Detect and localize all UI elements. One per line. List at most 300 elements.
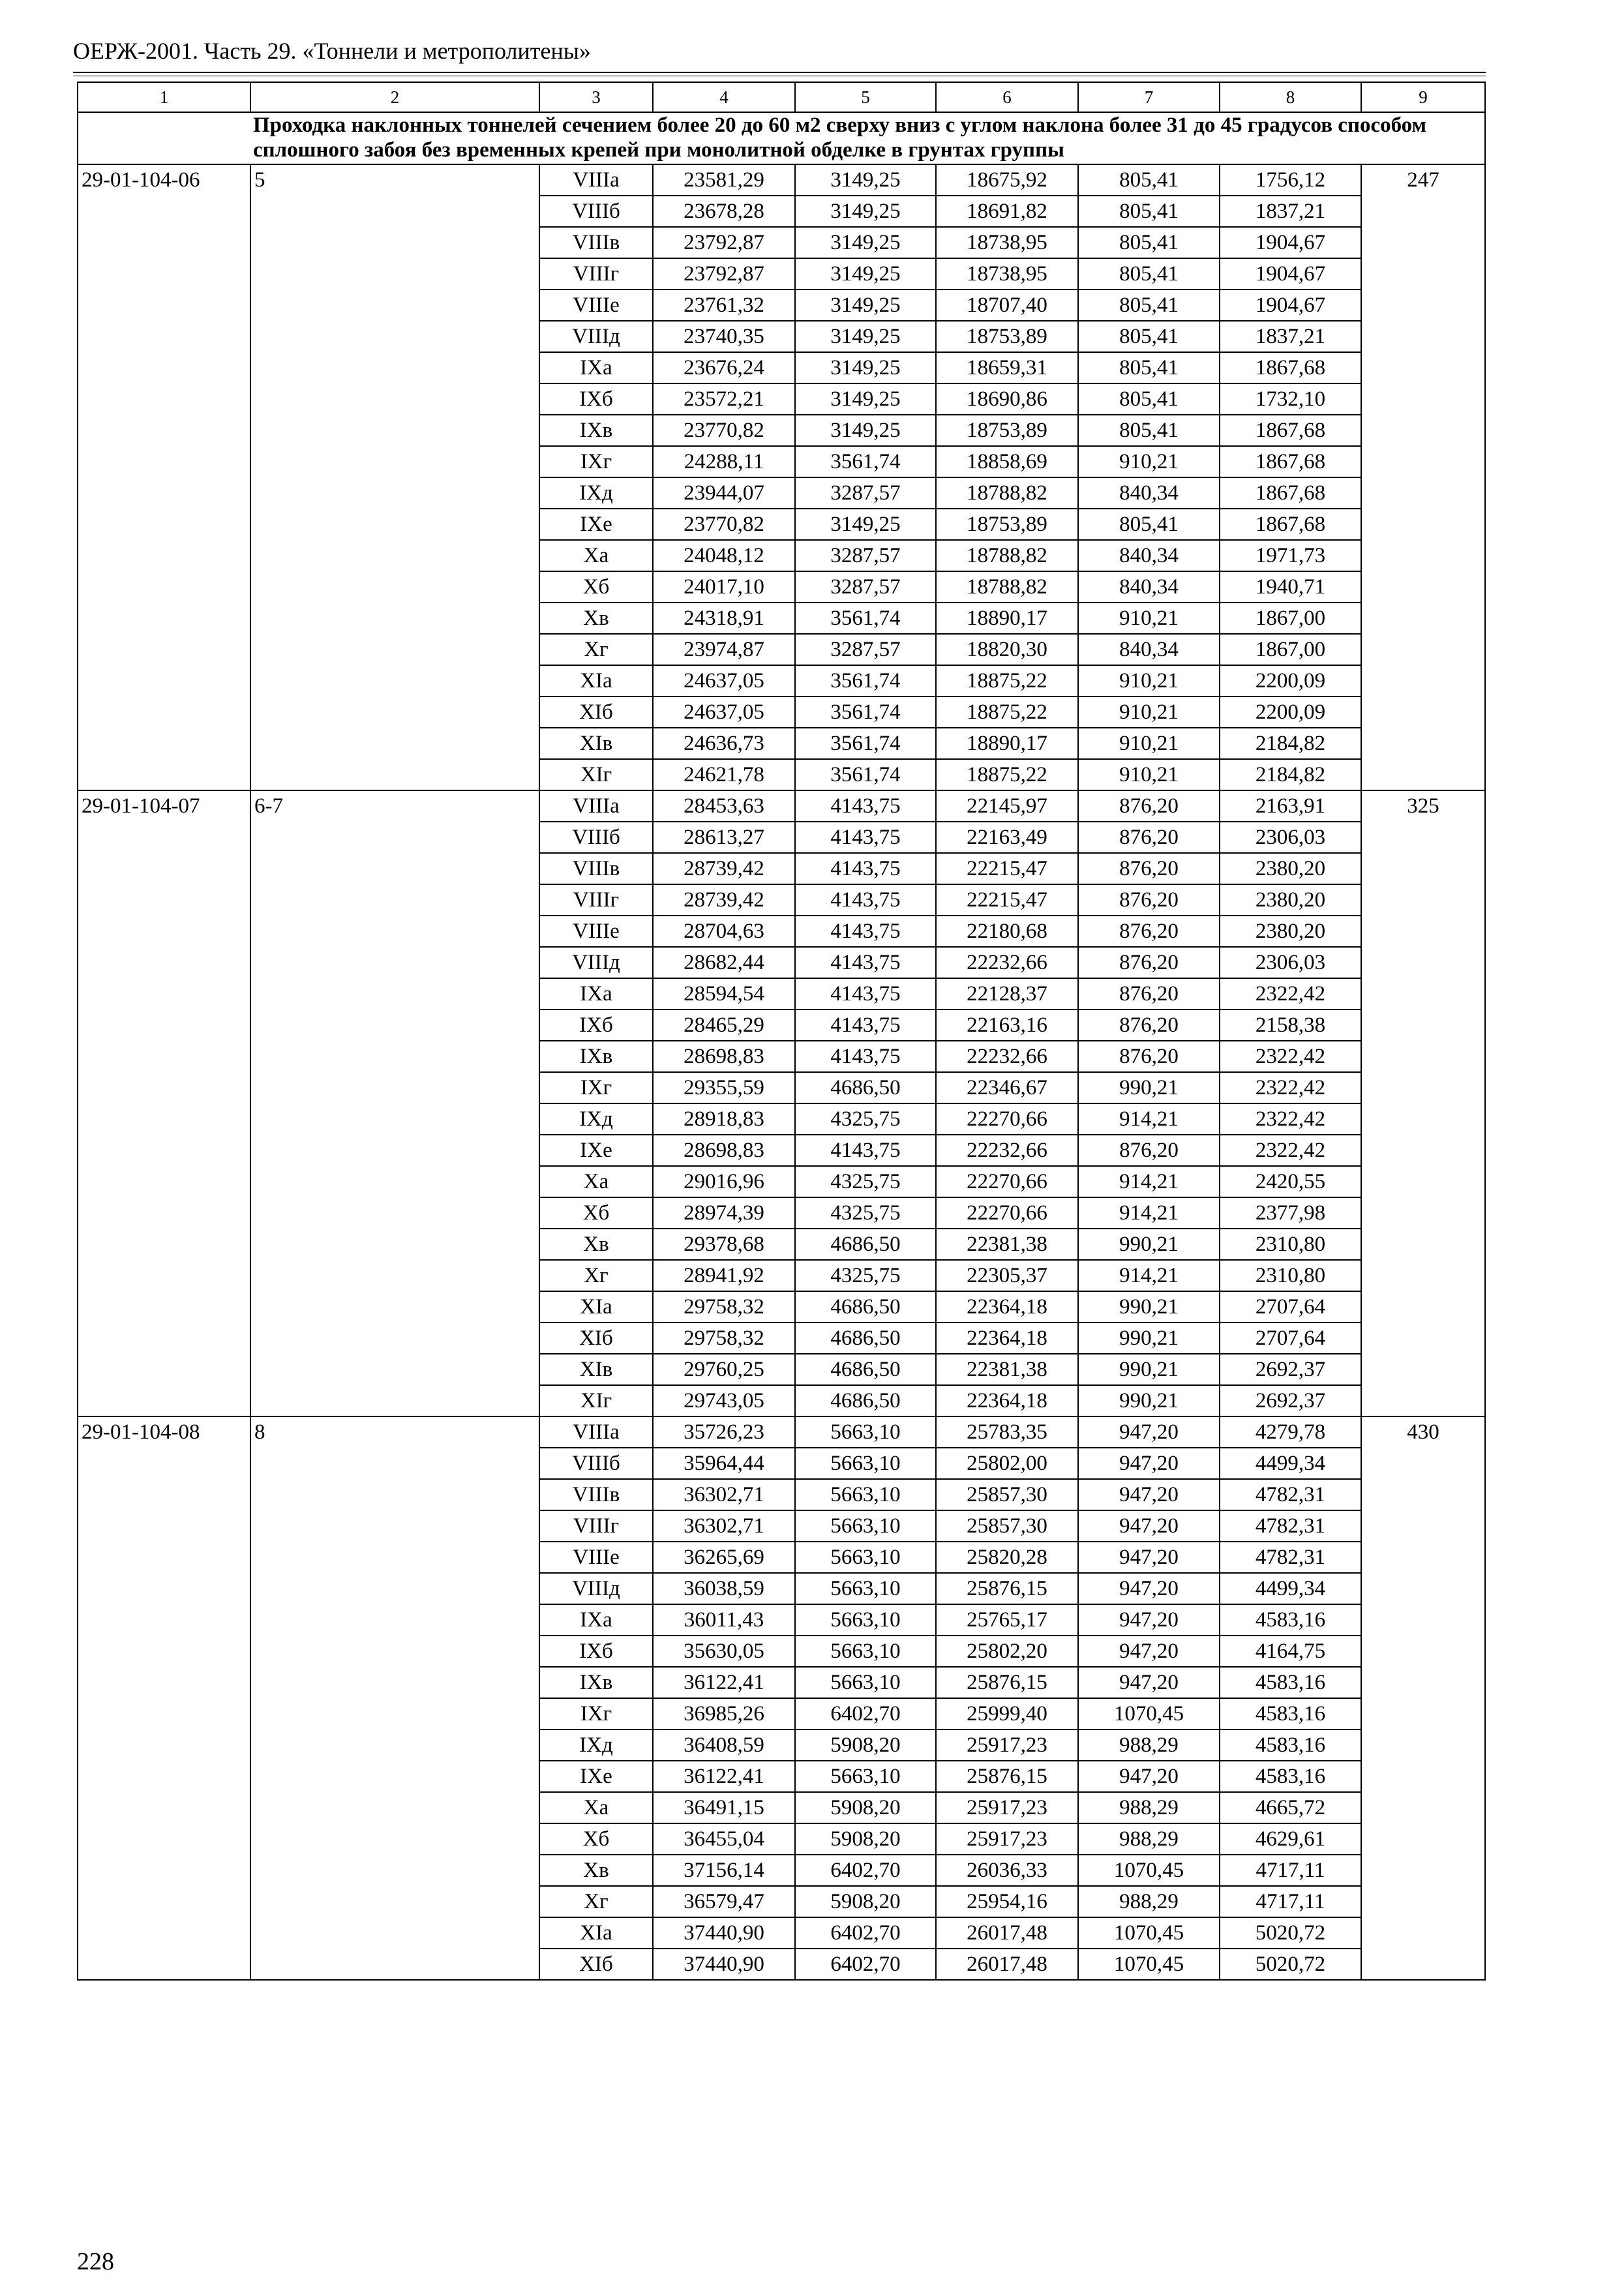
total-cost: 24017,10 <box>653 571 795 603</box>
column-number: 6 <box>936 82 1078 112</box>
machinist-wages: 947,20 <box>1078 1479 1220 1510</box>
wages: 3149,25 <box>795 383 936 415</box>
materials: 4583,16 <box>1220 1761 1361 1792</box>
materials: 1867,00 <box>1220 603 1361 634</box>
soil-group: IXа <box>539 352 653 383</box>
machinist-wages: 805,41 <box>1078 196 1220 227</box>
total-cost: 23740,35 <box>653 321 795 352</box>
total-cost: 29378,68 <box>653 1229 795 1260</box>
soil-group: Xа <box>539 1166 653 1197</box>
column-number: 2 <box>250 82 539 112</box>
machines: 22364,18 <box>936 1385 1078 1416</box>
wages: 3149,25 <box>795 352 936 383</box>
materials: 4499,34 <box>1220 1448 1361 1479</box>
rate-code: 29-01-104-08 <box>78 1416 250 1980</box>
wages: 5663,10 <box>795 1636 936 1667</box>
machines: 18788,82 <box>936 571 1078 603</box>
machinist-wages: 947,20 <box>1078 1510 1220 1542</box>
wages: 4143,75 <box>795 1135 936 1166</box>
wages: 4143,75 <box>795 1010 936 1041</box>
labor-cost: 325 <box>1361 790 1485 1416</box>
wages: 4686,50 <box>795 1291 936 1323</box>
wages: 5663,10 <box>795 1416 936 1448</box>
total-cost: 37156,14 <box>653 1855 795 1886</box>
materials: 4717,11 <box>1220 1855 1361 1886</box>
machinist-wages: 1070,45 <box>1078 1917 1220 1949</box>
total-cost: 29758,32 <box>653 1291 795 1323</box>
wages: 5908,20 <box>795 1823 936 1855</box>
machines: 26017,48 <box>936 1949 1078 1980</box>
wages: 3149,25 <box>795 258 936 290</box>
wages: 4325,75 <box>795 1260 936 1291</box>
soil-group: Xа <box>539 540 653 571</box>
machines: 18675,92 <box>936 164 1078 196</box>
machinist-wages: 914,21 <box>1078 1260 1220 1291</box>
wages: 3149,25 <box>795 321 936 352</box>
total-cost: 28739,42 <box>653 853 795 884</box>
machines: 22180,68 <box>936 916 1078 947</box>
materials: 2184,82 <box>1220 728 1361 759</box>
materials: 4665,72 <box>1220 1792 1361 1823</box>
soil-group: VIIIа <box>539 164 653 196</box>
table-row <box>78 164 1485 196</box>
machinist-wages: 876,20 <box>1078 978 1220 1010</box>
machines: 22163,16 <box>936 1010 1078 1041</box>
total-cost: 23792,87 <box>653 258 795 290</box>
soil-group: VIIIд <box>539 947 653 978</box>
machines: 25917,23 <box>936 1792 1078 1823</box>
machinist-wages: 910,21 <box>1078 603 1220 634</box>
soil-group: Xб <box>539 571 653 603</box>
materials: 2306,03 <box>1220 947 1361 978</box>
machinist-wages: 1070,45 <box>1078 1949 1220 1980</box>
machinist-wages: 1070,45 <box>1078 1855 1220 1886</box>
total-cost: 24318,91 <box>653 603 795 634</box>
machinist-wages: 910,21 <box>1078 696 1220 728</box>
materials: 2322,42 <box>1220 1041 1361 1072</box>
machines: 25783,35 <box>936 1416 1078 1448</box>
soil-group: VIIIе <box>539 290 653 321</box>
soil-group: IXа <box>539 1604 653 1636</box>
column-number: 1 <box>78 82 250 112</box>
materials: 4583,16 <box>1220 1667 1361 1698</box>
machinist-wages: 805,41 <box>1078 415 1220 446</box>
machines: 22215,47 <box>936 884 1078 916</box>
total-cost: 36455,04 <box>653 1823 795 1855</box>
wages: 3149,25 <box>795 164 936 196</box>
machinist-wages: 947,20 <box>1078 1542 1220 1573</box>
machines: 22364,18 <box>936 1291 1078 1323</box>
total-cost: 28974,39 <box>653 1197 795 1229</box>
column-number: 8 <box>1220 82 1361 112</box>
machinist-wages: 947,20 <box>1078 1667 1220 1698</box>
total-cost: 36302,71 <box>653 1479 795 1510</box>
machines: 18738,95 <box>936 227 1078 258</box>
wages: 3149,25 <box>795 227 936 258</box>
section-title-row <box>78 112 1485 164</box>
soil-group: Xг <box>539 634 653 665</box>
machines: 25820,28 <box>936 1542 1078 1573</box>
machinist-wages: 990,21 <box>1078 1385 1220 1416</box>
soil-group: IXд <box>539 477 653 509</box>
total-cost: 35726,23 <box>653 1416 795 1448</box>
wages: 5663,10 <box>795 1761 936 1792</box>
soil-group: IXа <box>539 978 653 1010</box>
materials: 2158,38 <box>1220 1010 1361 1041</box>
soil-group: IXд <box>539 1103 653 1135</box>
materials: 4782,31 <box>1220 1542 1361 1573</box>
machines: 18753,89 <box>936 415 1078 446</box>
soil-group: XIа <box>539 1291 653 1323</box>
materials: 4499,34 <box>1220 1573 1361 1604</box>
machinist-wages: 990,21 <box>1078 1072 1220 1103</box>
wages: 3561,74 <box>795 665 936 696</box>
soil-group: XIб <box>539 696 653 728</box>
machines: 18753,89 <box>936 509 1078 540</box>
page-header-title: ОЕРЖ-2001. Часть 29. «Тоннели и метрополитены» <box>73 38 591 64</box>
total-cost: 24048,12 <box>653 540 795 571</box>
machinist-wages: 876,20 <box>1078 790 1220 822</box>
column-number: 7 <box>1078 82 1220 112</box>
soil-group: Xб <box>539 1197 653 1229</box>
materials: 5020,72 <box>1220 1917 1361 1949</box>
machinist-wages: 876,20 <box>1078 1041 1220 1072</box>
machines: 18820,30 <box>936 634 1078 665</box>
materials: 2380,20 <box>1220 916 1361 947</box>
soil-group: VIIIв <box>539 1479 653 1510</box>
materials: 2380,20 <box>1220 884 1361 916</box>
soil-group: VIIIб <box>539 1448 653 1479</box>
soil-group: IXе <box>539 1761 653 1792</box>
materials: 4717,11 <box>1220 1886 1361 1917</box>
wages: 6402,70 <box>795 1855 936 1886</box>
machines: 18659,31 <box>936 352 1078 383</box>
machinist-wages: 876,20 <box>1078 1010 1220 1041</box>
machines: 22163,49 <box>936 822 1078 853</box>
machines: 18875,22 <box>936 665 1078 696</box>
total-cost: 35964,44 <box>653 1448 795 1479</box>
machinist-wages: 876,20 <box>1078 853 1220 884</box>
soil-group: VIIIб <box>539 196 653 227</box>
machines: 25857,30 <box>936 1510 1078 1542</box>
materials: 2310,80 <box>1220 1260 1361 1291</box>
machines: 18890,17 <box>936 728 1078 759</box>
machinist-wages: 990,21 <box>1078 1291 1220 1323</box>
total-cost: 23572,21 <box>653 383 795 415</box>
soil-group: XIв <box>539 1354 653 1385</box>
soil-group: XIа <box>539 665 653 696</box>
materials: 2377,98 <box>1220 1197 1361 1229</box>
wages: 3287,57 <box>795 540 936 571</box>
wages: 5663,10 <box>795 1479 936 1510</box>
machines: 22270,66 <box>936 1197 1078 1229</box>
total-cost: 29355,59 <box>653 1072 795 1103</box>
wages: 4143,75 <box>795 947 936 978</box>
soil-group: XIа <box>539 1917 653 1949</box>
machines: 18875,22 <box>936 759 1078 790</box>
total-cost: 28941,92 <box>653 1260 795 1291</box>
materials: 1904,67 <box>1220 290 1361 321</box>
soil-group: Xг <box>539 1886 653 1917</box>
machinist-wages: 988,29 <box>1078 1886 1220 1917</box>
machinist-wages: 840,34 <box>1078 571 1220 603</box>
machines: 22215,47 <box>936 853 1078 884</box>
soil-group: VIIIв <box>539 853 653 884</box>
wages: 4143,75 <box>795 884 936 916</box>
materials: 2322,42 <box>1220 978 1361 1010</box>
machinist-wages: 947,20 <box>1078 1636 1220 1667</box>
page-number: 228 <box>77 2248 114 2275</box>
materials: 1867,68 <box>1220 509 1361 540</box>
machinist-wages: 990,21 <box>1078 1229 1220 1260</box>
machines: 18788,82 <box>936 540 1078 571</box>
materials: 4583,16 <box>1220 1604 1361 1636</box>
labor-cost: 430 <box>1361 1416 1485 1980</box>
total-cost: 36038,59 <box>653 1573 795 1604</box>
wages: 4143,75 <box>795 790 936 822</box>
materials: 4782,31 <box>1220 1479 1361 1510</box>
machinist-wages: 876,20 <box>1078 916 1220 947</box>
machinist-wages: 805,41 <box>1078 321 1220 352</box>
machines: 18690,86 <box>936 383 1078 415</box>
materials: 1867,68 <box>1220 446 1361 477</box>
materials: 1971,73 <box>1220 540 1361 571</box>
soil-group: IXб <box>539 1636 653 1667</box>
wages: 4686,50 <box>795 1385 936 1416</box>
machinist-wages: 805,41 <box>1078 290 1220 321</box>
machines: 18707,40 <box>936 290 1078 321</box>
soil-group: IXв <box>539 1041 653 1072</box>
machinist-wages: 990,21 <box>1078 1323 1220 1354</box>
machines: 18788,82 <box>936 477 1078 509</box>
wages: 6402,70 <box>795 1698 936 1729</box>
machines: 18875,22 <box>936 696 1078 728</box>
soil-group: Xв <box>539 603 653 634</box>
soil-group: Xв <box>539 1229 653 1260</box>
soil-group: VIIIе <box>539 916 653 947</box>
soil-group: VIIIа <box>539 1416 653 1448</box>
materials: 2200,09 <box>1220 696 1361 728</box>
materials: 4583,16 <box>1220 1698 1361 1729</box>
machinist-wages: 988,29 <box>1078 1729 1220 1761</box>
soil-group: XIг <box>539 1385 653 1416</box>
rate-code: 29-01-104-06 <box>78 164 250 790</box>
total-cost: 28453,63 <box>653 790 795 822</box>
total-cost: 24637,05 <box>653 696 795 728</box>
table-row <box>78 1416 1485 1448</box>
wages: 4686,50 <box>795 1072 936 1103</box>
wages: 3149,25 <box>795 196 936 227</box>
materials: 4782,31 <box>1220 1510 1361 1542</box>
wages: 4325,75 <box>795 1103 936 1135</box>
machines: 22145,97 <box>936 790 1078 822</box>
rate-category: 8 <box>250 1416 539 1980</box>
total-cost: 23770,82 <box>653 509 795 540</box>
wages: 3561,74 <box>795 696 936 728</box>
machines: 25876,15 <box>936 1573 1078 1604</box>
wages: 4143,75 <box>795 916 936 947</box>
total-cost: 36491,15 <box>653 1792 795 1823</box>
wages: 3149,25 <box>795 509 936 540</box>
machinist-wages: 947,20 <box>1078 1448 1220 1479</box>
soil-group: Xб <box>539 1823 653 1855</box>
total-cost: 36122,41 <box>653 1667 795 1698</box>
total-cost: 28613,27 <box>653 822 795 853</box>
machinist-wages: 988,29 <box>1078 1792 1220 1823</box>
materials: 1904,67 <box>1220 227 1361 258</box>
total-cost: 28739,42 <box>653 884 795 916</box>
price-table <box>77 82 1486 1981</box>
materials: 2692,37 <box>1220 1385 1361 1416</box>
wages: 4143,75 <box>795 822 936 853</box>
total-cost: 36579,47 <box>653 1886 795 1917</box>
total-cost: 28698,83 <box>653 1041 795 1072</box>
machinist-wages: 805,41 <box>1078 383 1220 415</box>
materials: 1940,71 <box>1220 571 1361 603</box>
machines: 22270,66 <box>936 1103 1078 1135</box>
total-cost: 28682,44 <box>653 947 795 978</box>
machines: 25917,23 <box>936 1729 1078 1761</box>
materials: 1904,67 <box>1220 258 1361 290</box>
wages: 4686,50 <box>795 1323 936 1354</box>
materials: 2306,03 <box>1220 822 1361 853</box>
materials: 2692,37 <box>1220 1354 1361 1385</box>
wages: 5663,10 <box>795 1573 936 1604</box>
soil-group: Xв <box>539 1855 653 1886</box>
materials: 1867,68 <box>1220 477 1361 509</box>
machines: 26017,48 <box>936 1917 1078 1949</box>
total-cost: 24636,73 <box>653 728 795 759</box>
total-cost: 36122,41 <box>653 1761 795 1792</box>
machinist-wages: 805,41 <box>1078 227 1220 258</box>
soil-group: VIIIд <box>539 1573 653 1604</box>
column-numbers-row <box>78 82 1485 112</box>
machines: 22381,38 <box>936 1229 1078 1260</box>
wages: 5663,10 <box>795 1448 936 1479</box>
machinist-wages: 876,20 <box>1078 822 1220 853</box>
total-cost: 36265,69 <box>653 1542 795 1573</box>
machines: 25765,17 <box>936 1604 1078 1636</box>
machinist-wages: 1070,45 <box>1078 1698 1220 1729</box>
total-cost: 24637,05 <box>653 665 795 696</box>
materials: 1867,00 <box>1220 634 1361 665</box>
machines: 25917,23 <box>936 1823 1078 1855</box>
total-cost: 23974,87 <box>653 634 795 665</box>
machinist-wages: 805,41 <box>1078 164 1220 196</box>
machinist-wages: 988,29 <box>1078 1823 1220 1855</box>
column-number: 4 <box>653 82 795 112</box>
wages: 6402,70 <box>795 1917 936 1949</box>
machinist-wages: 947,20 <box>1078 1573 1220 1604</box>
machines: 22270,66 <box>936 1166 1078 1197</box>
wages: 4143,75 <box>795 1041 936 1072</box>
machines: 22364,18 <box>936 1323 1078 1354</box>
wages: 4686,50 <box>795 1354 936 1385</box>
wages: 4686,50 <box>795 1229 936 1260</box>
labor-cost: 247 <box>1361 164 1485 790</box>
wages: 3149,25 <box>795 290 936 321</box>
machines: 25857,30 <box>936 1479 1078 1510</box>
soil-group: XIб <box>539 1949 653 1980</box>
wages: 4325,75 <box>795 1166 936 1197</box>
soil-group: VIIIд <box>539 321 653 352</box>
materials: 4583,16 <box>1220 1729 1361 1761</box>
wages: 3561,74 <box>795 603 936 634</box>
wages: 5663,10 <box>795 1604 936 1636</box>
materials: 1837,21 <box>1220 321 1361 352</box>
soil-group: VIIIг <box>539 884 653 916</box>
machines: 22305,37 <box>936 1260 1078 1291</box>
column-number: 3 <box>539 82 653 112</box>
machinist-wages: 947,20 <box>1078 1604 1220 1636</box>
total-cost: 28698,83 <box>653 1135 795 1166</box>
materials: 2310,80 <box>1220 1229 1361 1260</box>
total-cost: 36302,71 <box>653 1510 795 1542</box>
machines: 22128,37 <box>936 978 1078 1010</box>
machines: 25802,20 <box>936 1636 1078 1667</box>
wages: 4143,75 <box>795 853 936 884</box>
soil-group: IXб <box>539 383 653 415</box>
total-cost: 23676,24 <box>653 352 795 383</box>
section-title: Проходка наклонных тоннелей сечением более 20 до 60 м2 сверху вниз с углом наклона более 31 до 45 градусов способом сплошного забоя без временных крепей при монолитной обделке в грунтах группы <box>78 112 1485 164</box>
soil-group: XIв <box>539 728 653 759</box>
machines: 25999,40 <box>936 1698 1078 1729</box>
rate-category: 5 <box>250 164 539 790</box>
machinist-wages: 910,21 <box>1078 728 1220 759</box>
machinist-wages: 876,20 <box>1078 884 1220 916</box>
materials: 1867,68 <box>1220 352 1361 383</box>
machinist-wages: 914,21 <box>1078 1197 1220 1229</box>
wages: 5908,20 <box>795 1729 936 1761</box>
machinist-wages: 910,21 <box>1078 446 1220 477</box>
materials: 2420,55 <box>1220 1166 1361 1197</box>
total-cost: 29760,25 <box>653 1354 795 1385</box>
rate-category: 6-7 <box>250 790 539 1416</box>
materials: 2707,64 <box>1220 1291 1361 1323</box>
machines: 25876,15 <box>936 1667 1078 1698</box>
total-cost: 28594,54 <box>653 978 795 1010</box>
total-cost: 23581,29 <box>653 164 795 196</box>
materials: 2707,64 <box>1220 1323 1361 1354</box>
wages: 3287,57 <box>795 571 936 603</box>
materials: 4164,75 <box>1220 1636 1361 1667</box>
machines: 25876,15 <box>936 1761 1078 1792</box>
soil-group: IXе <box>539 1135 653 1166</box>
machines: 18858,69 <box>936 446 1078 477</box>
total-cost: 28918,83 <box>653 1103 795 1135</box>
machinist-wages: 876,20 <box>1078 1135 1220 1166</box>
column-number: 9 <box>1361 82 1485 112</box>
soil-group: VIIIг <box>539 1510 653 1542</box>
wages: 3561,74 <box>795 728 936 759</box>
machines: 18890,17 <box>936 603 1078 634</box>
materials: 2322,42 <box>1220 1135 1361 1166</box>
total-cost: 24288,11 <box>653 446 795 477</box>
wages: 6402,70 <box>795 1949 936 1980</box>
machinist-wages: 805,41 <box>1078 258 1220 290</box>
soil-group: VIIIг <box>539 258 653 290</box>
total-cost: 28465,29 <box>653 1010 795 1041</box>
soil-group: IXг <box>539 446 653 477</box>
soil-group: IXв <box>539 1667 653 1698</box>
wages: 5908,20 <box>795 1886 936 1917</box>
materials: 1732,10 <box>1220 383 1361 415</box>
materials: 2380,20 <box>1220 853 1361 884</box>
total-cost: 37440,90 <box>653 1917 795 1949</box>
wages: 4325,75 <box>795 1197 936 1229</box>
machines: 22346,67 <box>936 1072 1078 1103</box>
soil-group: VIIIб <box>539 822 653 853</box>
